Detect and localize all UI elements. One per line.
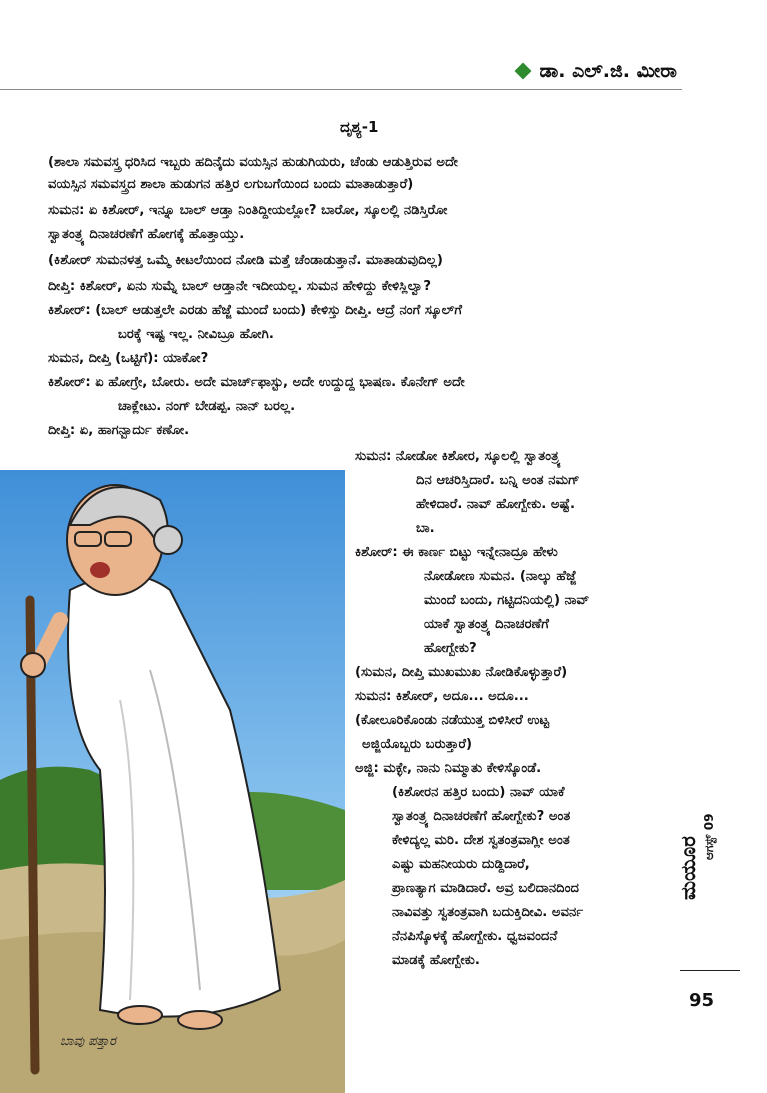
text-line: ನೋಡೋಣ ಸುಮನ. (ನಾಲ್ಕು ಹೆಜ್ಜೆ	[424, 569, 577, 584]
text-line: ಸುಮನ, ದೀಪ್ತಿ (ಒಟ್ಟಿಗೆ): ಯಾಕೋ?	[48, 351, 209, 366]
text-line: ಬರಕ್ಕೆ ಇಷ್ಟ ಇಲ್ಲ. ನೀವಿಬ್ರೂ ಹೋಗಿ.	[118, 327, 274, 342]
text-line: ಸುಮನ: ನೋಡೋ ಕಿಶೋರ, ಸ್ಕೂಲಲ್ಲಿ ಸ್ವಾತಂತ್ರ್ಯ	[355, 449, 561, 464]
text-line: ನೆನಪಿಸ್ಕೊಳಕ್ಕೆ ಹೋಗ್ಬೇಕು. ಧ್ವಜವಂದನೆ	[392, 929, 558, 944]
text-line: ಕಿಶೋರ್: (ಬಾಲ್ ಆಡುತ್ತಲೇ ಎರಡು ಹೆಜ್ಜೆ ಮುಂದೆ ಬಂದು) ಕೇಳಿಸ್ತು ದೀಪ್ತಿ. ಆದ್ರೆ ನಂಗೆ ಸ್ಕೂಲ್‌ಗೆ	[48, 303, 463, 318]
header-rule	[0, 89, 682, 90]
text-line: ಹೇಳಿದಾರೆ. ನಾವ್ ಹೋಗ್ಬೇಕು. ಅಷ್ಟೆ.	[416, 497, 575, 512]
diamond-bullet-icon	[515, 63, 532, 80]
text-line: ದೀಪ್ತಿ: ಏ, ಹಾಗನ್ಬಾರ್ದು ಕಣೋ.	[48, 423, 190, 438]
author-name: ಡಾ. ಎಲ್.ಜಿ. ಮೀರಾ	[539, 60, 677, 82]
artist-signature: ಬಾವು ಪತ್ತಾರ	[60, 1034, 116, 1049]
text-line: ದೀಪ್ತಿ: ಕಿಶೋರ್, ಏನು ಸುಮ್ನೆ ಬಾಲ್ ಆಡ್ತಾನೇ ಇದೀಯಲ್ಲ. ಸುಮನ ಹೇಳಿದ್ದು ಕೇಳಿಸ್ಲಿಲ್ವಾ?	[48, 279, 431, 294]
text-line: ಎಷ್ಟು ಮಹನೀಯರು ದುಡ್ದಿದಾರೆ,	[392, 857, 530, 872]
text-line: ಸುಮನ: ಕಿಶೋರ್, ಅದೂ... ಅದೂ...	[355, 689, 529, 704]
text-line: (ಕೋಲೂರಿಕೊಂಡು ನಡೆಯುತ್ತ ಬಿಳಿಸೀರೆ ಉಟ್ಟ	[355, 713, 550, 728]
text-line: ಕೇಳಿದ್ಯಲ್ಲ ಮರಿ. ದೇಶ ಸ್ವತಂತ್ರವಾಗ್ಲೀ ಅಂತ	[392, 833, 570, 848]
text-line: ಮುಂದೆ ಬಂದು, ಗಟ್ಟಿದನಿಯಲ್ಲಿ) ನಾವ್	[424, 593, 590, 608]
magazine-title: ಮಯೂರ	[676, 836, 700, 900]
text-line: ಯಾಕೆ ಸ್ವಾತಂತ್ರ್ಯ ದಿನಾಚರಣೆಗೆ	[424, 617, 549, 632]
text-line: ಕಿಶೋರ್: ಏ ಹೋಗ್ರೇ, ಬೋರು. ಅದೇ ಮಾರ್ಚ್‌ಫಾಸ್ಟು, ಅದೇ ಉದ್ದುದ್ದ ಭಾಷಣ. ಕೊನೇಗ್ ಅದೇ	[48, 375, 465, 390]
page-number: 95	[689, 990, 715, 1011]
author-byline	[517, 60, 677, 82]
text-line: (ಕಿಶೋರನ ಹತ್ತಿರ ಬಂದು) ನಾವ್ ಯಾಕೆ	[392, 785, 565, 800]
text-line: ದಿನ ಆಚರಿಸ್ತಿದಾರೆ. ಬನ್ನಿ ಅಂತ ನಮಗ್	[416, 473, 580, 488]
text-line: ಚಾಕ್ಲೇಟು. ನಂಗ್ ಬೇಡಪ್ಪ. ನಾನ್ ಬರಲ್ಲ.	[118, 399, 296, 414]
text-line: ನಾವಿವತ್ತು ಸ್ವತಂತ್ರವಾಗಿ ಬದುಕ್ತಿದೀವಿ. ಅವರ್ನ	[392, 905, 584, 920]
text-line: ವಯಸ್ಸಿನ ಸಮವಸ್ತ್ರದ ಶಾಲಾ ಹುಡುಗನ ಹತ್ತಿರ ಲಗುಬಗೆಯಿಂದ ಬಂದು ಮಾತಾಡುತ್ತಾರೆ)	[48, 177, 414, 192]
text-line: ಹೋಗ್ಬೇಕು?	[424, 641, 477, 656]
footer-rule	[680, 970, 740, 971]
scene-title: ದೃಶ್ಯ-1	[340, 118, 379, 136]
text-line: ಸ್ವಾತಂತ್ರ್ಯ ದಿನಾಚರಣೆಗೆ ಹೋಗಕ್ಕೆ ಹೊತ್ತಾಯ್ತು.	[48, 227, 245, 242]
text-line: ಸ್ವಾತಂತ್ರ್ಯ ದಿನಾಚರಣೆಗೆ ಹೋಗ್ಬೇಕು? ಅಂತ	[392, 809, 571, 824]
text-line: ಪ್ರಾಣತ್ಯಾಗ ಮಾಡಿದಾರೆ. ಅವ್ರ ಬಲಿದಾನದಿಂದ	[392, 881, 580, 896]
text-line: ಅಜ್ಜಿಯೊಬ್ಬರು ಬರುತ್ತಾರೆ)	[362, 737, 473, 752]
text-line: (ಸುಮನ, ದೀಪ್ತಿ ಮುಖಮುಖ ನೋಡಿಕೊಳ್ಳುತ್ತಾರೆ)	[355, 665, 568, 680]
text-line: (ಕಿಶೋರ್ ಸುಮನಳತ್ತ ಒಮ್ಮೆ ಕೀಟಲೆಯಿಂದ ನೋಡಿ ಮತ್ತೆ ಚೆಂಡಾಡುತ್ತಾನೆ. ಮಾತಾಡುವುದಿಲ್ಲ)	[48, 253, 443, 268]
text-line: ಅಜ್ಜಿ: ಮಕ್ಳೇ, ನಾನು ನಿಮ್ಮಾತು ಕೇಳಿಸ್ಕೊಂಡೆ.	[355, 761, 542, 776]
text-line: ಬಾ.	[416, 521, 435, 536]
text-line: ಕಿಶೋರ್: ಈ ಕಾರ್ಣ ಬಿಟ್ಟು ಇನ್ನೇನಾದ್ರೂ ಹೇಳು	[355, 545, 558, 560]
text-line: ಮಾಡಕ್ಕೆ ಹೋಗ್ಬೇಕು.	[392, 953, 480, 968]
grandmother-illustration	[0, 470, 345, 1093]
text-line: (ಶಾಲಾ ಸಮವಸ್ತ್ರ ಧರಿಸಿದ ಇಬ್ಬರು ಹದಿನೈದು ವಯಸ್ಸಿನ ಹುಡುಗಿಯರು, ಚೆಂಡು ಆಡುತ್ತಿರುವ ಅದೇ	[48, 155, 458, 170]
magazine-month: ಆಗಸ್ಟ್ 09	[702, 813, 716, 860]
text-line: ಸುಮನ: ಏ ಕಿಶೋರ್, ಇನ್ನೂ ಬಾಲ್ ಆಡ್ತಾ ನಿಂತಿದ್ದೀಯಲ್ಲೋ? ಬಾರೋ, ಸ್ಕೂಲಲ್ಲಿ ನಡಿಸ್ತಿರೋ	[48, 203, 448, 218]
